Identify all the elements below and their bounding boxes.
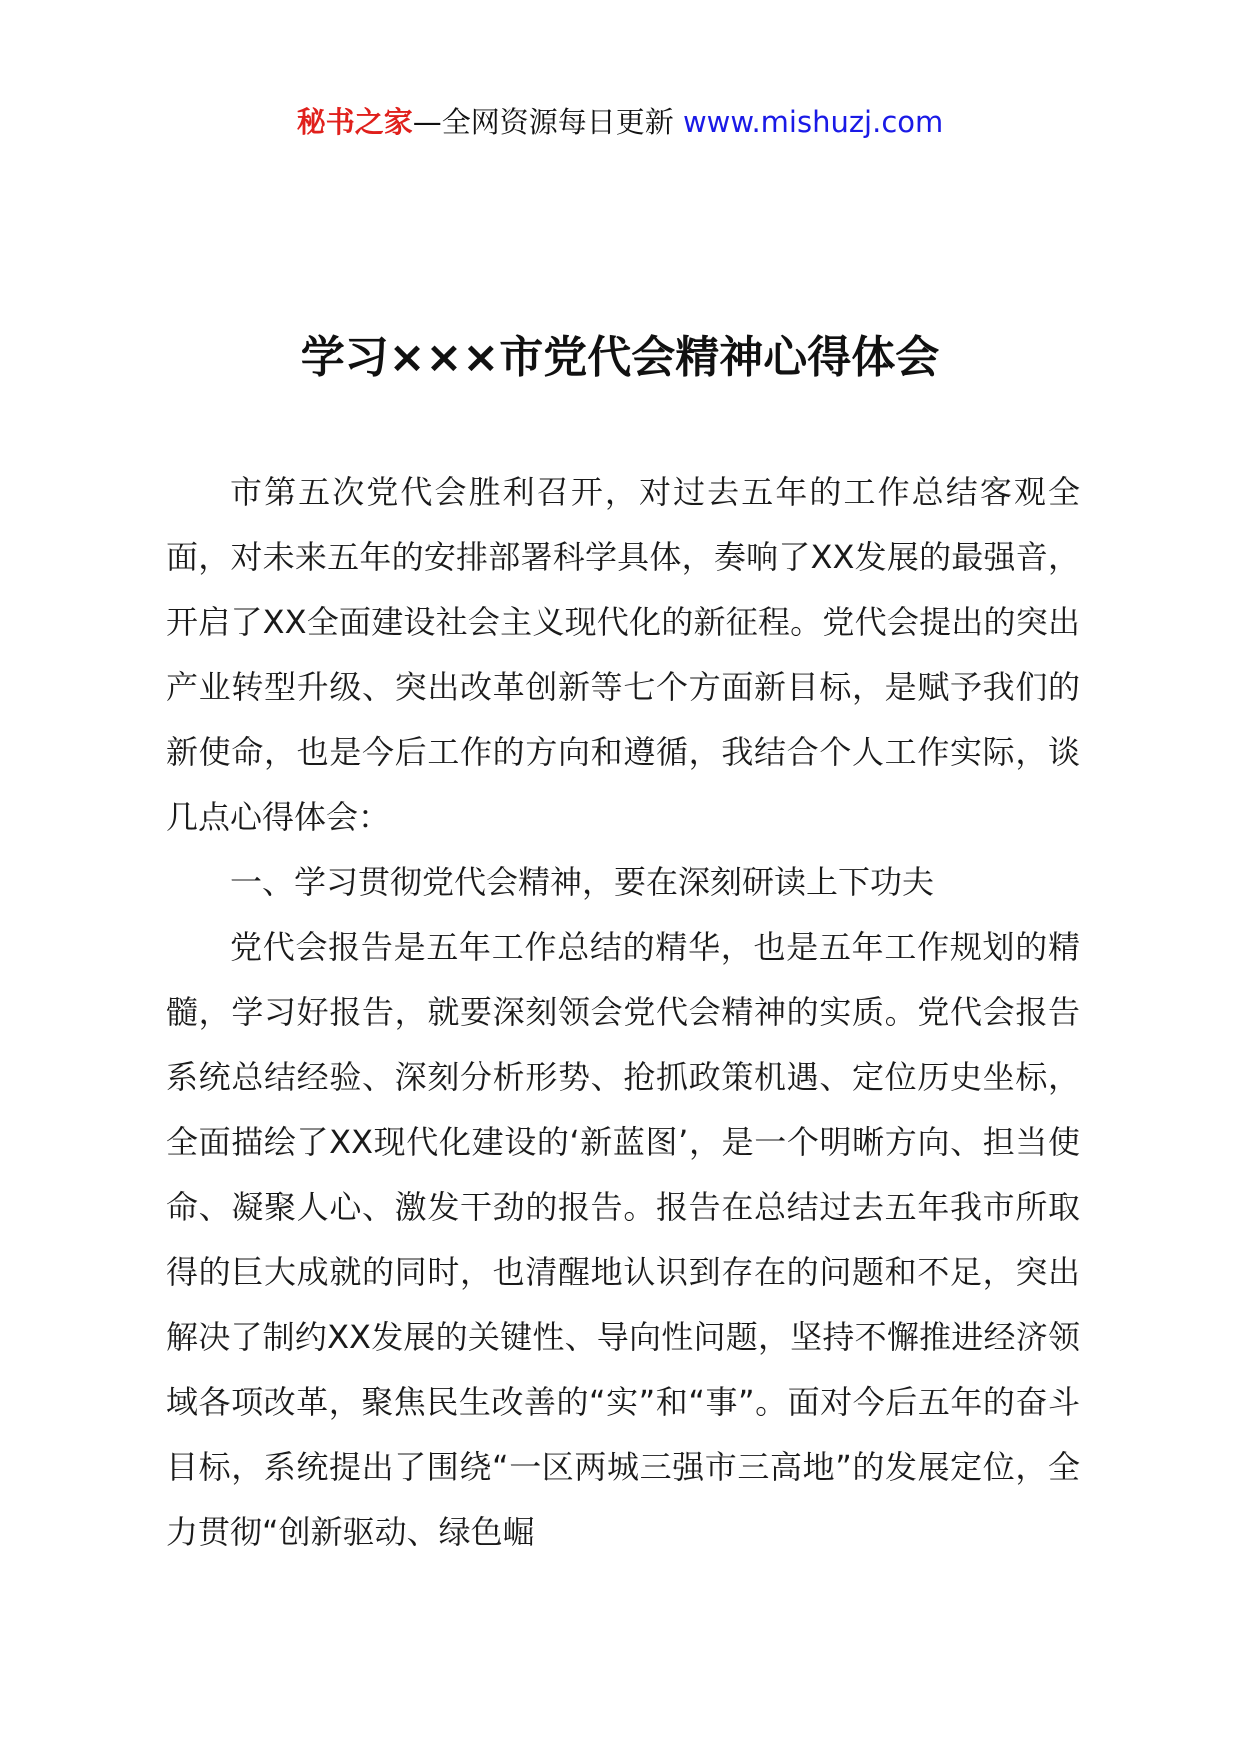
intro-paragraph: 市第五次党代会胜利召开，对过去五年的工作总结客观全面，对未来五年的安排部署科学具体，奏响了XX发展的最强音，开启了XX全面建设社会主义现代化的新征程。党代会提出的突出产业转型升级、突出改革创新等七个方面新目标，是赋予我们的新使命，也是今后工作的方向和遵循，我结合个人工作实际，谈几点心得体会： (166, 473, 1080, 836)
document-body (166, 460, 1080, 1565)
site-header (0, 102, 1240, 142)
document-title: 学习×××市党代会精神心得体会 (300, 332, 940, 383)
site-url-link[interactable]: www.mishuzj.com (682, 105, 944, 139)
section-heading: 一、学习贯彻党代会精神，要在深刻研读上下功夫 (230, 863, 935, 901)
header-slogan: —全网资源每日更新 (412, 105, 683, 139)
body-paragraph: 党代会报告是五年工作总结的精华，也是五年工作规划的精髓，学习好报告，就要深刻领会党代会精神的实质。党代会报告系统总结经验、深刻分析形势、抢抓政策机遇、定位历史坐标，全面描绘了XX现代化建设的‘新蓝图’，是一个明晰方向、担当使命、凝聚人心、激发干劲的报告。报告在总结过去五年我市所取得的巨大成就的同时，也清醒地认识到存在的问题和不足，突出解决了制约XX发展的关键性、导向性问题，坚持不懈推进经济领域各项改革，聚焦民生改善的“实”和“事”。面对今后五年的奋斗目标，系统提出了围绕“一区两城三强市三高地”的发展定位，全力贯彻“创新驱动、绿色崛 (166, 928, 1080, 1551)
brand-name: 秘书之家 (296, 105, 413, 139)
